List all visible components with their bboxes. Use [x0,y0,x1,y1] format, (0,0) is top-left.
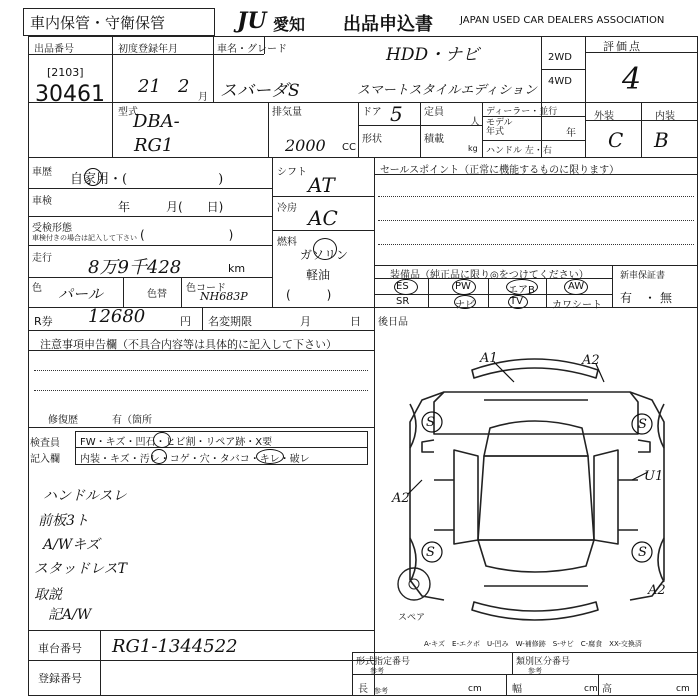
note-line: 取説 [34,587,62,603]
divider [585,36,586,157]
divider [512,652,513,674]
displacement-label: 排気量 [272,107,302,118]
divider [264,36,265,54]
diagram-mark: S [638,545,647,560]
model-label: 型式 [118,107,138,118]
class-ref-label: 参考 [528,667,542,675]
handle-label: ハンドル 左・右 [486,146,552,156]
chassis-number: RG1-1344522 [112,636,238,657]
dealer-label: ディーラー・並行 [486,107,558,117]
divider [28,216,272,217]
divider [428,278,429,307]
ju-logo: JU [237,8,267,34]
lot-number-label: 出品番号 [34,44,74,55]
new-warranty-label: 新車保証書 [620,271,666,281]
color-label: 色 [32,283,42,294]
fuel-diesel: 軽油 [306,268,331,282]
divider [213,36,214,102]
diagram-mark: S [426,415,435,430]
height-label: 高 [602,684,612,695]
model-prefix: DBA- [133,111,180,132]
divider [420,102,421,157]
width-label: 幅 [512,684,522,695]
load-unit: kg [468,144,478,153]
divider [482,116,585,117]
car-options: HDD・ナビ [386,45,480,65]
note-line: 前板3ト [38,513,89,529]
circle-mark [506,279,538,295]
divider [541,36,542,157]
warranty-no: 無 [660,291,673,305]
diagram-mark: S [638,417,647,432]
equipment-label: 装備品（純正品に限り◎をつけてください） [390,270,589,281]
circle-mark [153,432,171,448]
storage-label: 車内保管・守衛保管 [30,14,166,32]
damage-legend: A-キズ E-エクボ U-凹み W-補修跡 S-サビ C-腐食 XX-交換済 [424,640,642,648]
equip-airbag: エアB [508,285,535,296]
class-number-label: 類別区分番号 [516,657,571,667]
divider [272,196,374,197]
type-ref-label: 参考 [370,667,384,675]
divider [506,674,507,696]
divider [28,660,374,661]
ac-value: AC [308,206,338,230]
interior-grade: B [654,128,669,152]
divider [546,278,547,307]
warranty-separator: ・ [644,291,657,305]
first-registration-month: 2 [178,76,190,97]
receipt-note: 車検付きの場合は記入して下さい [32,234,137,242]
interior-label: 内装 [655,111,675,122]
capacity-unit: 人 [470,117,480,128]
fuel-other: ( ) [286,288,332,302]
selling-points-label: セールスポイント（正常に機能するものに限ります） [380,165,620,176]
ac-label: 冷房 [277,203,297,214]
door-count: 5 [390,102,403,126]
equip-es: ES [396,281,409,292]
diagram-mark: A2 [648,583,666,598]
equip-pw: PW [455,281,471,292]
color-code: NH683P [200,290,248,303]
color-value: パール [58,285,103,303]
dotted-line [378,196,694,197]
divider [28,630,374,631]
car-name-label: 車名・グレード [217,44,287,55]
type-designation-label: 形式指定番号 [356,657,411,667]
lot-number: 30461 [35,82,105,107]
diagram-mark: A1 [480,351,498,366]
repair-history-value: 有（箇所 [112,415,152,426]
divider [181,277,182,307]
divider [420,125,482,126]
dotted-line [34,390,368,391]
note-line: 記A/W [48,607,92,623]
divider [112,54,213,55]
inspector-row-interior: 内装・キズ・汚レ・コゲ・穴・タバコ・キレ・破レ [80,454,310,465]
shift-label: シフト [277,167,307,178]
color-code-label: 色コード [186,283,226,294]
inspector-entry-label: 記入欄 [30,454,60,465]
score-label: 評価点 [603,40,642,53]
circle-mark [84,168,102,186]
note-line: ハンドルスレ [43,488,127,504]
history-value: 自家用・( ) [70,172,224,187]
shift-value: AT [308,173,335,197]
load-label: 積載 [424,134,444,145]
divider [352,652,698,653]
notes-label: 注意事項申告欄（不具合内容等は具体的に記入して下さい） [40,338,337,351]
inspector-row-exterior: FW・キズ・凹石・ヒビ割・リペア跡・X要 [80,437,273,448]
registration-number-label: 登録番号 [38,672,82,685]
exterior-grade: C [608,128,624,152]
name-change-month: 月 [300,315,311,328]
divider [612,265,613,307]
name-change-label: 名変期限 [208,315,252,328]
recycle-unit: 円 [180,315,191,328]
diagram-mark: S [426,545,435,560]
divider [641,102,642,157]
car-name: スバーダS [220,81,300,101]
model-code: RG1 [134,135,174,156]
repair-history-label: 修復歴 [48,415,78,426]
history-label: 車歴 [32,167,52,178]
cc-unit: CC [342,142,356,153]
diagram-mark: U1 [644,469,664,484]
inspection-label: 車検 [32,196,52,207]
spare-label: スペア [398,613,426,623]
fuel-gasoline: ガソリン [300,248,349,262]
divider [28,54,112,55]
length-ref: 参考 [374,687,388,695]
divider [28,277,272,278]
divider [202,307,203,330]
equip-tv: TV [510,296,523,307]
first-registration-label: 初度登録年月 [118,44,178,55]
equip-aw: AW [568,281,585,292]
car-damage-diagram [374,330,698,648]
divider [268,102,269,157]
receipt-value: ( ) [140,228,234,242]
dotted-line [34,370,368,371]
receipt-label: 受検形態 [32,223,72,234]
circle-mark [313,238,337,260]
length-unit: cm [468,684,482,694]
color-change-label: 色替 [147,289,167,300]
car-grade: スマートスタイルエディション [357,83,538,98]
fuel-label: 燃料 [277,237,297,248]
divider [482,102,483,157]
name-change-day: 日 [350,315,361,328]
divider [352,674,698,675]
divider [488,278,489,307]
capacity-label: 定員 [424,107,444,118]
divider [28,245,272,246]
divider [358,125,420,126]
mileage-unit: km [228,262,246,275]
lot-sub-number: [2103] [47,66,84,79]
dotted-line [378,244,694,245]
length-label: 長 [358,684,368,695]
dotted-line [378,220,694,221]
circle-mark [151,449,167,464]
diagram-mark: A2 [582,353,600,368]
divider [123,277,124,307]
divider [598,674,599,696]
shape-label: 形状 [362,134,382,145]
back-item-label: 後日品 [378,317,408,328]
diagram-mark: A2 [392,491,410,506]
equip-navi: ナビ [455,300,475,311]
circle-mark [256,449,284,464]
divider [358,102,359,157]
region-name: 愛知 [273,15,306,34]
divider [213,54,264,55]
model-year-unit: 年 [566,128,576,139]
equip-sr: SR [396,296,410,307]
equip-leather-seat: カワシート [552,300,602,311]
circle-mark [452,279,476,295]
divider [28,350,374,351]
divider [272,157,273,307]
width-unit: cm [584,684,598,694]
divider [28,330,374,331]
note-line: A/Wキズ [43,537,100,553]
month-unit: 月 [198,92,208,103]
divider [100,630,101,696]
door-label: ドア [362,107,382,118]
divider [28,188,272,189]
first-registration-year: 21 [138,76,161,97]
score-value: 4 [622,62,642,97]
mileage-value: 8万9千428 [88,257,182,278]
divider [28,157,698,158]
mileage-label: 走行 [32,253,52,264]
form-title: 出品申込書 [343,14,433,35]
drive-2wd: 2WD [548,52,572,63]
displacement: 2000 [285,136,326,155]
recycle-value: 12680 [88,306,146,327]
note-line: スタッドレスT [34,561,127,577]
divider [374,174,698,175]
circle-mark [394,279,418,295]
recycle-label: R券 [34,315,53,328]
drive-4wd: 4WD [548,76,572,87]
divider [28,427,374,428]
divider [272,230,374,231]
divider [541,69,585,70]
circle-mark [564,279,588,295]
chassis-label: 車台番号 [38,642,82,655]
divider [482,140,585,141]
inspection-value: 年 月( 日) [118,200,224,214]
association-name: JAPAN USED CAR DEALERS ASSOCIATION [460,15,665,26]
inspector-label: 検査員 [30,438,60,449]
exterior-label: 外装 [594,111,614,122]
height-unit: cm [676,684,690,694]
model-year-label: モデル年式 [486,118,513,137]
warranty-yes: 有 [620,291,633,305]
divider [374,157,375,307]
